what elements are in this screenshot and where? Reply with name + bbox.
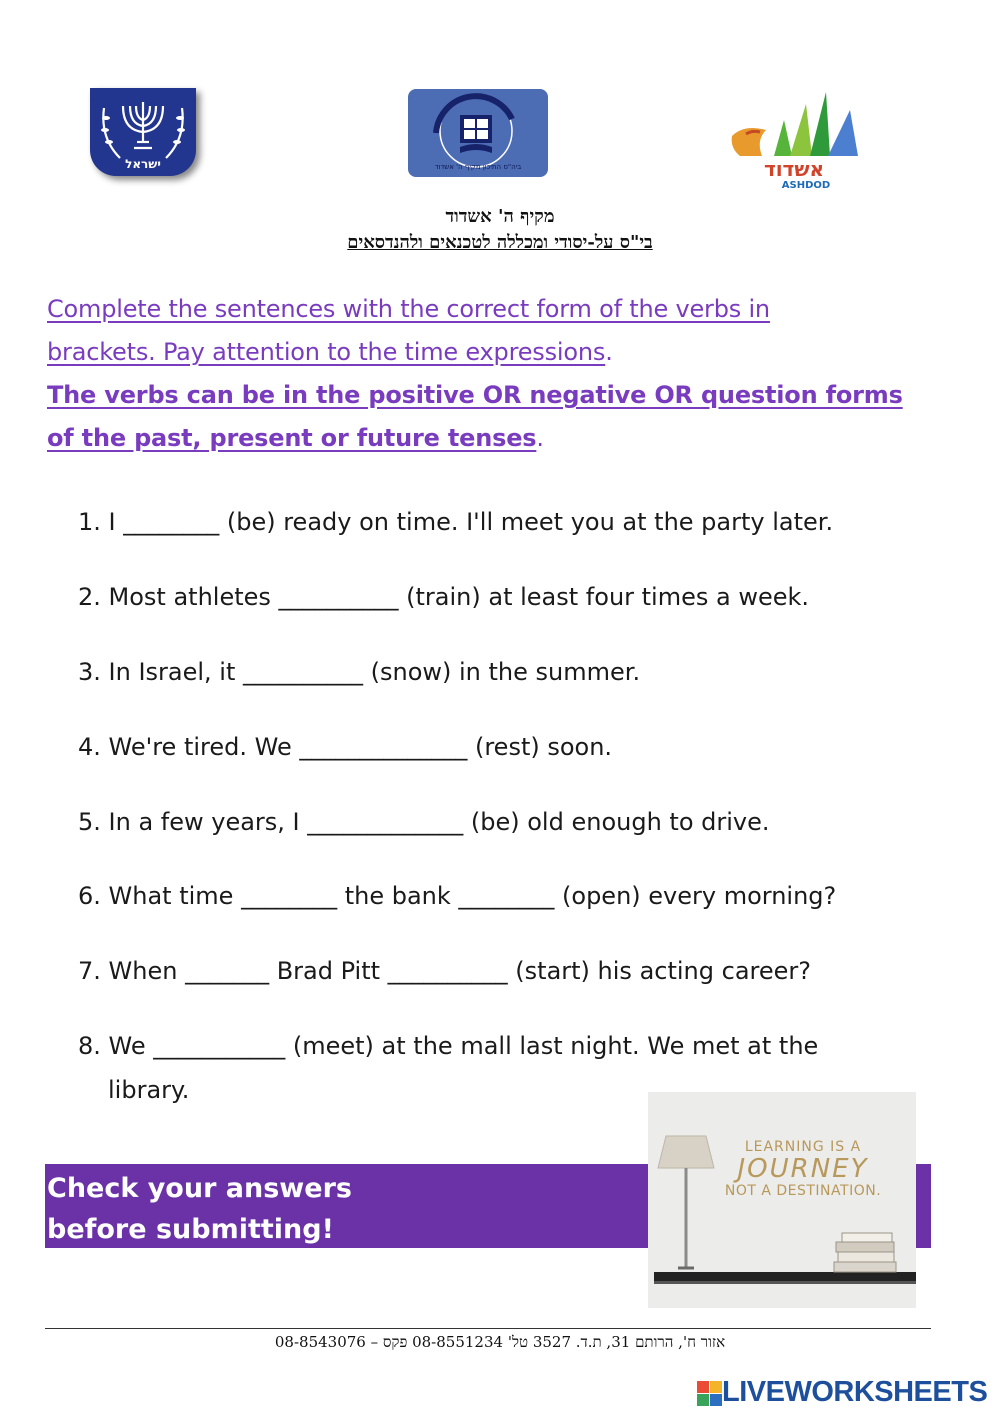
school-logo-text: ביה"ס התיכון מקיף ה' אשדוד xyxy=(434,163,522,171)
banner-line-2: before submitting! xyxy=(47,1214,334,1245)
instruction-line-1: Complete the sentences with the correct form of the verbs in xyxy=(47,295,770,323)
question-item[interactable]: 5. In a few years, I _____________ (be) old enough to drive. xyxy=(78,808,770,836)
ashdod-hebrew-text: אשדוד xyxy=(763,157,825,181)
school-logo xyxy=(408,89,548,177)
instruction-line-2-period: . xyxy=(605,338,613,366)
question-item[interactable]: 8. We ___________ (meet) at the mall last night. We met at the xyxy=(78,1032,819,1060)
instructions-bold-paragraph xyxy=(47,374,927,460)
instruction-line-3: The verbs can be in the positive OR negative OR question forms xyxy=(47,381,903,409)
instruction-line-4: of the past, present or future tenses xyxy=(47,424,537,452)
instruction-line-2: brackets. Pay attention to the time expressions xyxy=(47,338,606,366)
poster-line-2: JOURNEY xyxy=(737,1154,869,1185)
banner-line-1: Check your answers xyxy=(47,1173,352,1204)
ashdod-logo xyxy=(726,90,862,190)
school-title: מקיף ה' אשדוד xyxy=(445,206,555,227)
instruction-line-4-period: . xyxy=(536,424,544,452)
question-item[interactable]: 1. I ________ (be) ready on time. I'll meet you at the party later. xyxy=(78,508,834,536)
question-continuation: library. xyxy=(108,1076,190,1104)
reminder-banner-text xyxy=(47,1168,447,1250)
poster-line-1: LEARNING IS A xyxy=(744,1139,862,1155)
liveworksheets-brand[interactable]: LIVEWORKSHEETS xyxy=(722,1376,988,1408)
question-item[interactable]: 3. In Israel, it __________ (snow) in the summer. xyxy=(78,658,641,686)
footer-address: אזור ח', הרותם 31, ת.ד. 3527 טל' 08-8551234 פקס – 08-8543076 xyxy=(274,1333,726,1351)
emblem-text: ישראל xyxy=(125,157,161,171)
learning-journey-image xyxy=(648,1092,916,1308)
ashdod-english-text: ASHDOD xyxy=(781,180,831,190)
question-item[interactable]: 7. When _______ Brad Pitt __________ (start) his acting career? xyxy=(78,957,811,985)
school-subtitle xyxy=(0,232,1000,253)
instructions-paragraph xyxy=(47,288,927,374)
question-item[interactable]: 2. Most athletes __________ (train) at least four times a week. xyxy=(78,583,810,611)
poster-quote xyxy=(708,1140,898,1199)
israel-emblem-logo xyxy=(90,88,196,176)
liveworksheets-logo-icon xyxy=(697,1381,723,1407)
school-subtitle-text: בי"ס על-יסודי ומכללה לטכנאים ולהנדסאים xyxy=(347,232,653,253)
question-item[interactable]: 6. What time ________ the bank ________ (open) every morning? xyxy=(78,882,837,910)
footer-divider xyxy=(45,1328,931,1329)
poster-line-3: NOT A DESTINATION. xyxy=(724,1182,882,1199)
question-item[interactable]: 4. We're tired. We ______________ (rest) soon. xyxy=(78,733,613,761)
